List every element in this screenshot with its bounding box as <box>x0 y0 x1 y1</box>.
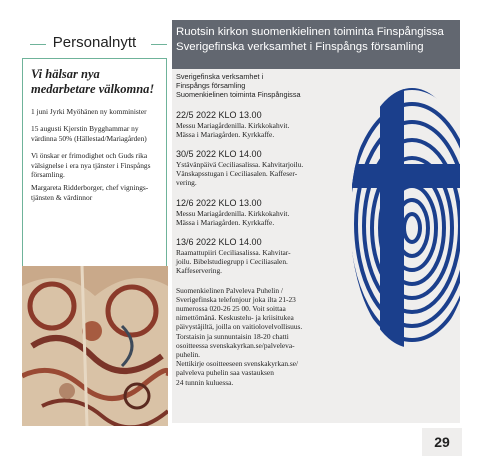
personalnytt-section <box>22 30 167 267</box>
event-item <box>176 149 354 188</box>
news-paragraph-1: 1 juni Jyrki Myöhänen ny komminister <box>31 107 147 116</box>
event-date: 30/5 2022 KLO 14.00 <box>176 149 262 160</box>
event-date: 13/6 2022 KLO 14.00 <box>176 237 262 248</box>
event-description: Messu Mariagårdenilla. Kirkkokahvit. Mässa i Mariagården. Kyrkkaffe. <box>176 120 290 139</box>
intro-text: Sverigefinska verksamhet i Finspångs församling Suomenkielinen toiminta Finspångissa <box>176 72 301 100</box>
church-fresco-image <box>22 266 168 426</box>
news-paragraph-4: Margareta Ridderborger, chef vignings-tjänsten & värdinnor <box>31 183 149 202</box>
header-title-swedish: Sverigefinska verksamhet i Finspångs församling <box>176 41 424 53</box>
event-description: Ystävänpäivä Ceciliasalissa. Kahvitarjoilu. Vänskapsstugan i Ceciliasalen. Kaffeser- vering. <box>176 160 304 188</box>
panel-header <box>172 20 460 69</box>
news-paragraph-3: Vi önskar er frimodighet och Guds rika välsignelse i era nya tjänster i Finspångs församling. <box>31 151 151 180</box>
event-item <box>176 237 354 276</box>
event-item <box>176 198 354 227</box>
header-title-finnish: Ruotsin kirkon suomenkielinen toiminta Finspångissa <box>176 26 444 38</box>
event-date: 22/5 2022 KLO 13.00 <box>176 109 262 120</box>
finnish-flag-fingerprint-image <box>352 78 460 358</box>
event-item <box>176 110 354 139</box>
finnish-activities-panel <box>172 20 460 423</box>
page-number: 29 <box>422 428 462 456</box>
event-description: Raamattupiiri Ceciliasalissa. Kahvitar- joilu. Bibelstudiegrupp i Ceciliasalen. Kaffeservering. <box>176 248 291 276</box>
news-box <box>22 58 167 267</box>
header-rule-right <box>151 44 167 45</box>
event-date: 12/6 2022 KLO 13.00 <box>176 197 262 208</box>
section-title: Personalnytt <box>52 34 137 51</box>
panel-content <box>176 72 354 387</box>
section-header <box>22 32 167 56</box>
helpline-info: Suomenkielinen Palveleva Puhelin / Sverigefinska telefonjour joka ilta 21-23 numerossa 020-26 25 00. Voit soittaa nimettömänä. Keskustelu- ja kriisitukea päivystäjiltä, joilla on vaitiolovelvollisuus. Torstaisin ja sunnuntaisin 18-20 chatti osoitteessa svenskakyrkan.se/palveleva- puhelin. Nettikirje osoitteeseen svenskakyrkan.se/ palveleva puhelin saa vastauksen 24 tunnin kuluessa. <box>176 285 303 387</box>
greeting-heading: Vi hälsar nya medarbetare välkomna! <box>31 67 155 96</box>
news-paragraph-2: 15 augusti Kjerstin Bygghammar ny värdinna 50% (Hällestad/Mariagården) <box>31 124 147 143</box>
event-description: Messu Mariagårdenilla. Kirkkokahvit. Mässa i Mariagården. Kyrkkaffe. <box>176 208 290 227</box>
